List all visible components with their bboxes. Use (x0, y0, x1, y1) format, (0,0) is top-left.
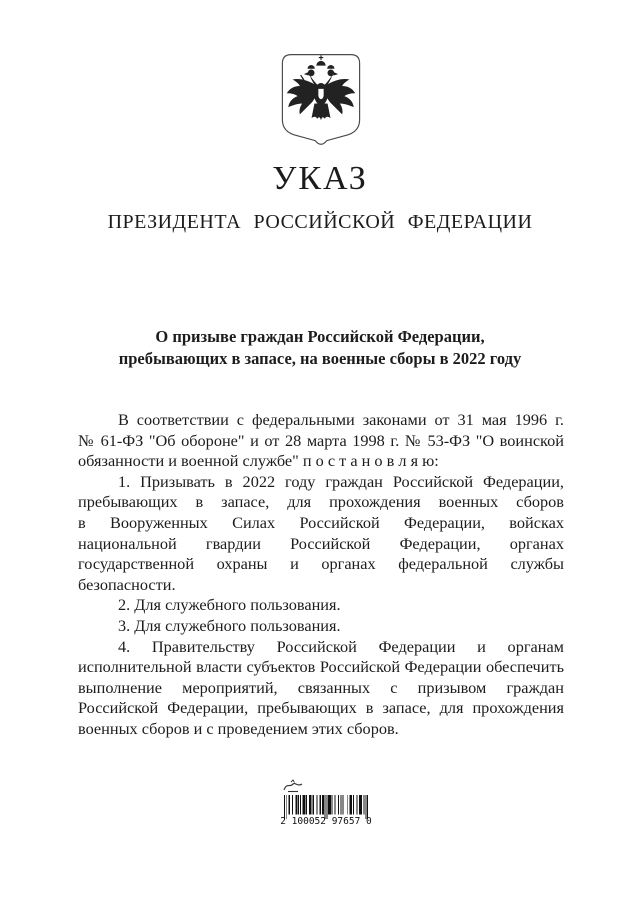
subject-heading-line2: пребывающих в запасе, на военные сборы в 2022 году (118, 348, 522, 368)
eagle-emblem-graphic (277, 51, 365, 153)
paragraph: 3. Для служебного пользования. (118, 615, 341, 635)
paragraph: В соответствии с федеральными законами от 31 мая 1996 г. № 61-ФЗ "Об обороне" и от 28 марта 1998 г. № 53-ФЗ "О воинской обязанности и военной службе" п о с т а н о в л я ю: (78, 410, 564, 471)
russia-coat-of-arms-icon (277, 51, 365, 153)
subject-heading-line1: О призыве граждан Российской Федерации, (155, 327, 485, 346)
paragraph: 2. Для служебного пользования. (118, 595, 341, 615)
barcode-block (280, 779, 372, 827)
decree-subtitle: ПРЕЗИДЕНТА РОССИЙСКОЙ ФЕДЕРАЦИИ (107, 211, 533, 233)
paragraph: 1. Призывать в 2022 году граждан Российской Федерации, пребывающих в запасе, для прохождения военных сборов в Вооруженных Силах Российской Федерации, войсках национальной гвардии Российской Федерации, органах государственной охраны и органах федеральной службы безопасности. (78, 471, 564, 594)
paragraph: 4. Правительству Российской Федерации и органам исполнительной власти субъектов Российской Федерации обеспечить выполнение мероприятий, связанных с призывом граждан Российской Федерации, пребывающих в запасе, для прохождения военных сборов и с проведением этих сборов. (78, 636, 564, 738)
decree-body (78, 410, 564, 740)
handwritten-mark-icon (282, 779, 308, 794)
decree-subject-heading (0, 326, 640, 369)
barcode-digits: 2 100052 97657 0 (280, 816, 372, 827)
decree-title: УКАЗ (272, 160, 368, 197)
